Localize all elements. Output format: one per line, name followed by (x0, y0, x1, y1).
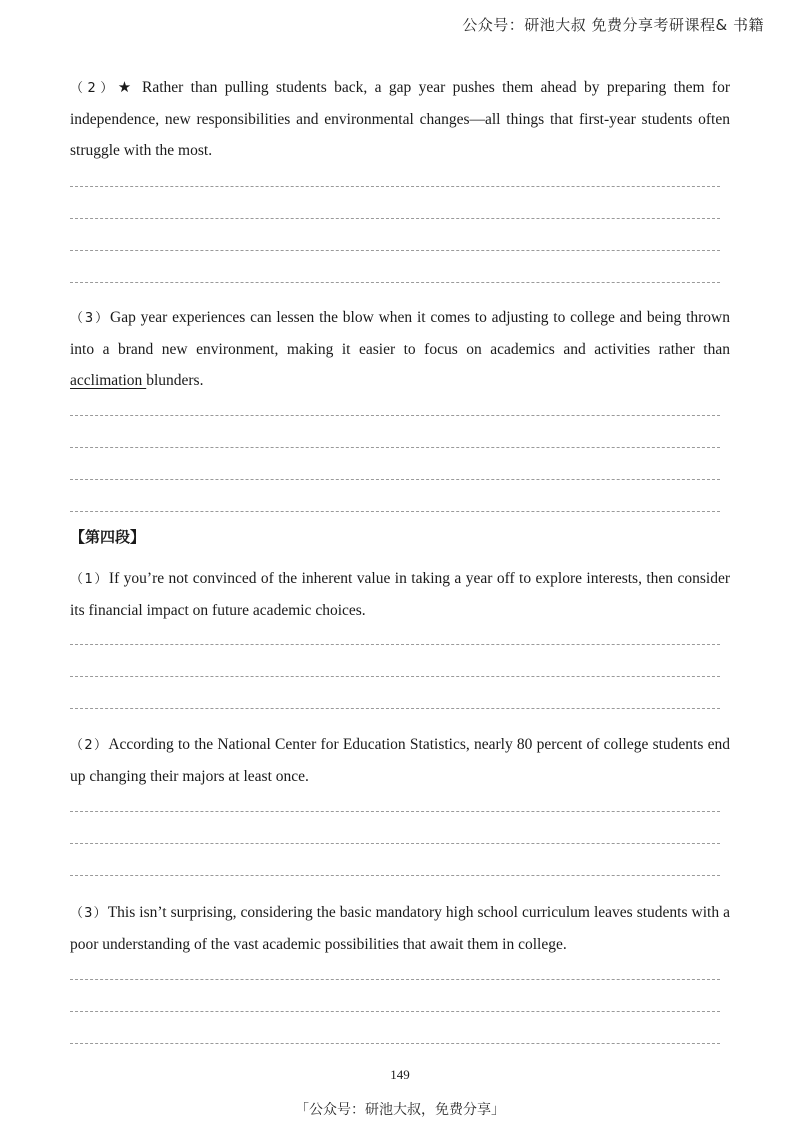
sentence-body: If you’re not convinced of the inherent value in taking a year off to explore interests, then consider its financial impact on future academic choices. (70, 570, 730, 619)
item-number: （2） (70, 738, 109, 753)
answer-line (70, 218, 720, 219)
answer-line (70, 843, 720, 844)
answer-line (70, 250, 720, 251)
answer-line (70, 644, 720, 645)
item-number: （1） (70, 572, 109, 587)
sentence-item-4-3 (70, 897, 730, 960)
sentence-text (70, 729, 730, 792)
answer-line (70, 1011, 720, 1012)
underlined-word: acclimation (70, 372, 147, 389)
sentence-body-end: blunders. (146, 372, 204, 389)
sentence-body: According to the National Center for Education Statistics, nearly 80 percent of college students end up changing their majors at least once. (70, 736, 730, 785)
sentence-text (70, 563, 730, 626)
sentence-item-4-2 (70, 729, 730, 792)
sentence-body: Rather than pulling students back, a gap year pushes them ahead by preparing them for independence, new responsibilities and environmental changes—all things that first-year students often struggle with the most. (70, 79, 730, 159)
answer-line (70, 979, 720, 980)
item-number: （3） (70, 906, 108, 921)
sentence-body: Gap year experiences can lessen the blow when it comes to adjusting to college and being thrown into a brand new environment, making it easier to focus on academics and activities rather than (70, 309, 730, 358)
sentence-text (70, 72, 730, 166)
answer-line (70, 479, 720, 480)
answer-line (70, 708, 720, 709)
footer-watermark: 「公众号：研池大叔，免费分享」 (295, 1102, 505, 1118)
item-number: （2） (70, 81, 118, 96)
sentence-text (70, 897, 730, 960)
item-number: （3） (70, 311, 111, 326)
answer-line (70, 875, 720, 876)
answer-line (70, 1043, 720, 1044)
page-number: 149 (390, 1067, 410, 1082)
star-icon: ★ (117, 78, 135, 96)
answer-line (70, 282, 720, 283)
header-watermark: 公众号：研池大叔 免费分享考研课程& 书籍 (462, 16, 764, 34)
sentence-item-3 (70, 302, 730, 396)
answer-line (70, 811, 720, 812)
answer-line (70, 447, 720, 448)
sentence-item-4-1 (70, 563, 730, 626)
sentence-item-2 (70, 72, 730, 166)
answer-line (70, 415, 720, 416)
section-heading: 【第四段】 (70, 528, 146, 546)
sentence-text (70, 302, 730, 396)
answer-line (70, 676, 720, 677)
answer-line (70, 511, 720, 512)
answer-line (70, 186, 720, 187)
sentence-body: This isn’t surprising, considering the basic mandatory high school curriculum leaves students with a poor understanding of the vast academic possibilities that await them in college. (70, 904, 730, 953)
